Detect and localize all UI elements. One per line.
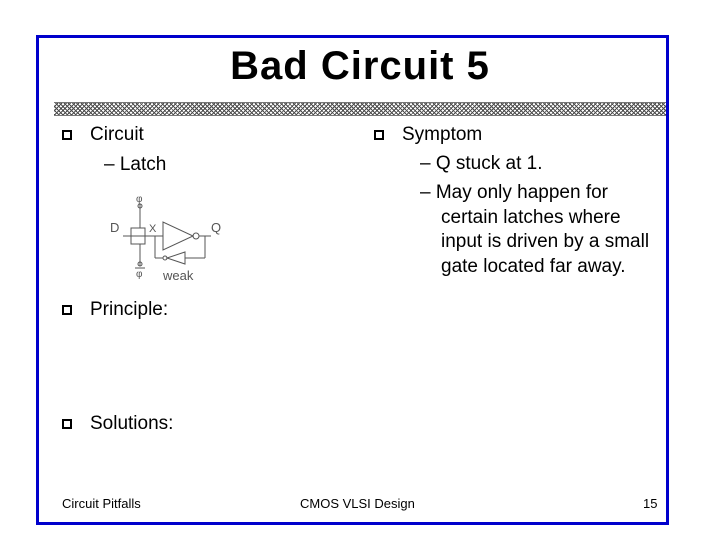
bullet-circuit-text: Circuit <box>90 124 144 145</box>
label-d: D <box>110 220 120 235</box>
symptom-item-2-cont-2: input is driven by a small <box>441 231 650 252</box>
bullet-solutions-text: Solutions: <box>90 413 174 434</box>
checkbox-bullet-icon <box>62 419 72 429</box>
checkbox-bullet-icon <box>62 305 72 315</box>
label-phibar: φ <box>136 269 143 280</box>
checkbox-bullet-icon <box>62 130 72 140</box>
label-q: Q <box>211 220 222 235</box>
slide-title: Bad Circuit 5 <box>230 44 490 88</box>
page-number: 15 <box>643 496 658 511</box>
bullet-circuit <box>62 124 144 146</box>
label-weak: weak <box>163 268 194 283</box>
footer-left: Circuit Pitfalls <box>62 496 141 511</box>
bullet-symptom-text: Symptom <box>402 124 483 145</box>
label-phi: φ <box>136 194 143 205</box>
weak-feedback-inverter <box>167 252 185 264</box>
sub-latch: – Latch <box>104 154 167 175</box>
checkbox-bullet-icon <box>374 130 384 140</box>
bullet-principle <box>62 299 168 321</box>
symptom-item-2: – May only happen for <box>420 182 609 203</box>
symptom-item-2-cont-1: certain latches where <box>441 207 621 228</box>
bullet-solutions <box>62 413 173 435</box>
bullet-symptom <box>374 124 482 146</box>
bullet-principle-text: Principle: <box>90 299 169 320</box>
forward-inverter <box>163 222 193 250</box>
footer-center: CMOS VLSI Design <box>300 496 415 511</box>
symptom-item-2-cont-3: gate located far away. <box>441 256 626 277</box>
symptom-item-1: – Q stuck at 1. <box>420 153 543 174</box>
label-x: X <box>149 223 157 235</box>
latch-diagram <box>105 192 235 284</box>
title-underline-bar <box>54 102 666 116</box>
